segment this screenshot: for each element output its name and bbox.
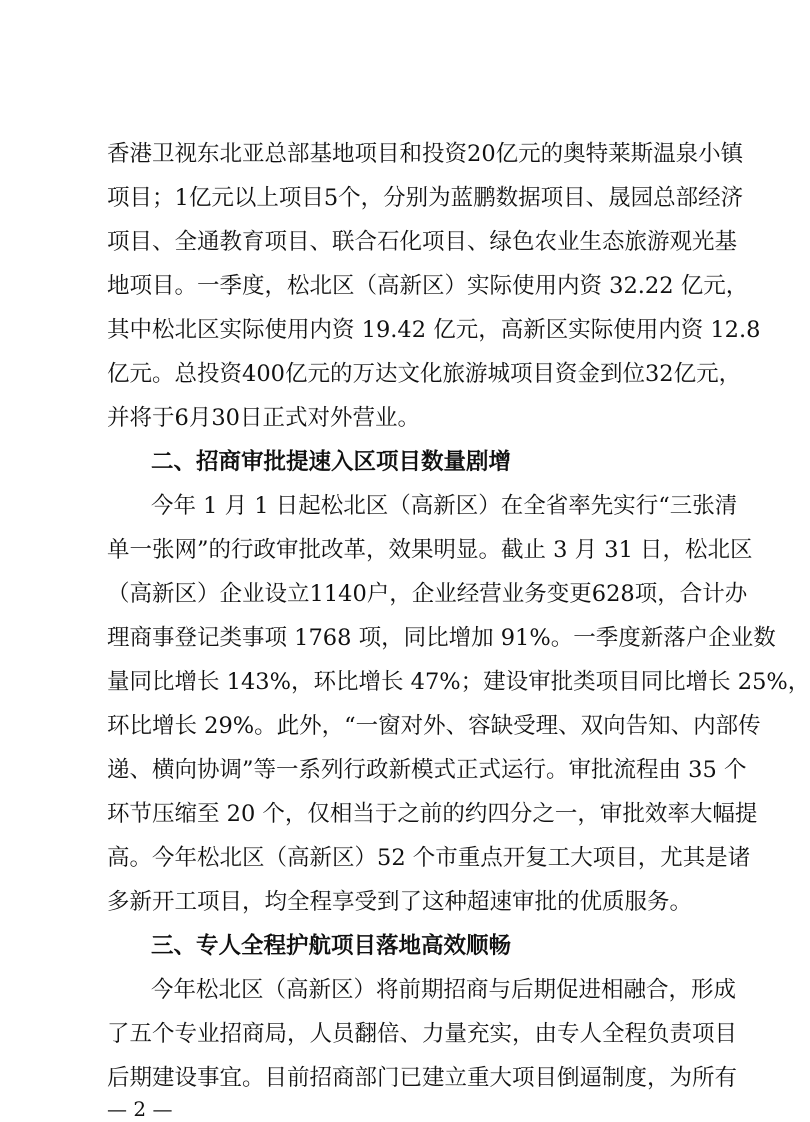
paragraph-line: 了五个专业招商局，人员翻倍、力量充实，由专人全程负责项目 <box>107 1021 738 1047</box>
paragraph-line: （高新区）企业设立1140户，企业经营业务变更628项，合计办 <box>107 581 748 607</box>
paragraph-line: 今年松北区（高新区）将前期招商与后期促进相融合，形成 <box>151 977 737 1003</box>
section-heading: 二、招商审批提速入区项目数量剧增 <box>151 449 512 475</box>
paragraph-line: 地项目。一季度，松北区（高新区）实际使用内资 32.22 亿元， <box>107 273 749 299</box>
paragraph-line: 环比增长 29%。此外，“一窗对外、容缺受理、双向告知、内部传 <box>107 713 761 739</box>
paragraph-line: 递、横向协调”等一系列行政新模式正式运行。审批流程由 35 个 <box>107 757 747 783</box>
paragraph-line: 环节压缩至 20 个，仅相当于之前的约四分之一，审批效率大幅提 <box>107 801 758 827</box>
section-heading: 三、专人全程护航项目落地高效顺畅 <box>151 933 512 959</box>
paragraph-line: 单一张网”的行政审批改革，效果明显。截止 3 月 31 日，松北区 <box>107 537 753 563</box>
paragraph-line: 后期建设事宜。目前招商部门已建立重大项目倒逼制度，为所有 <box>107 1065 738 1091</box>
paragraph-line: 项目、全通教育项目、联合石化项目、绿色农业生态旅游观光基 <box>107 229 738 255</box>
paragraph-line: 多新开工项目，均全程享受到了这种超速审批的优质服务。 <box>107 889 693 915</box>
paragraph-line: 香港卫视东北亚总部基地项目和投资20亿元的奥特莱斯温泉小镇 <box>107 141 744 167</box>
paragraph-line: 量同比增长 143%，环比增长 47%；建设审批类项目同比增长 25%， <box>107 669 810 695</box>
paragraph-line: 并将于6月30日正式对外营业。 <box>107 405 420 431</box>
paragraph-line: 亿元。总投资400亿元的万达文化旅游城项目资金到位32亿元， <box>107 361 742 387</box>
page-number: — 2 — <box>107 1097 173 1121</box>
paragraph-line: 其中松北区实际使用内资 19.42 亿元，高新区实际使用内资 12.8 <box>107 317 761 343</box>
paragraph-line: 今年 1 月 1 日起松北区（高新区）在全省率先实行“三张清 <box>151 493 738 519</box>
paragraph-line: 高。今年松北区（高新区）52 个市重点开复工大项目，尤其是诸 <box>107 845 751 871</box>
paragraph-line: 项目；1亿元以上项目5个，分别为蓝鹏数据项目、晟园总部经济 <box>107 185 744 211</box>
paragraph-line: 理商事登记类事项 1768 项，同比增加 91%。一季度新落户企业数 <box>107 625 776 651</box>
